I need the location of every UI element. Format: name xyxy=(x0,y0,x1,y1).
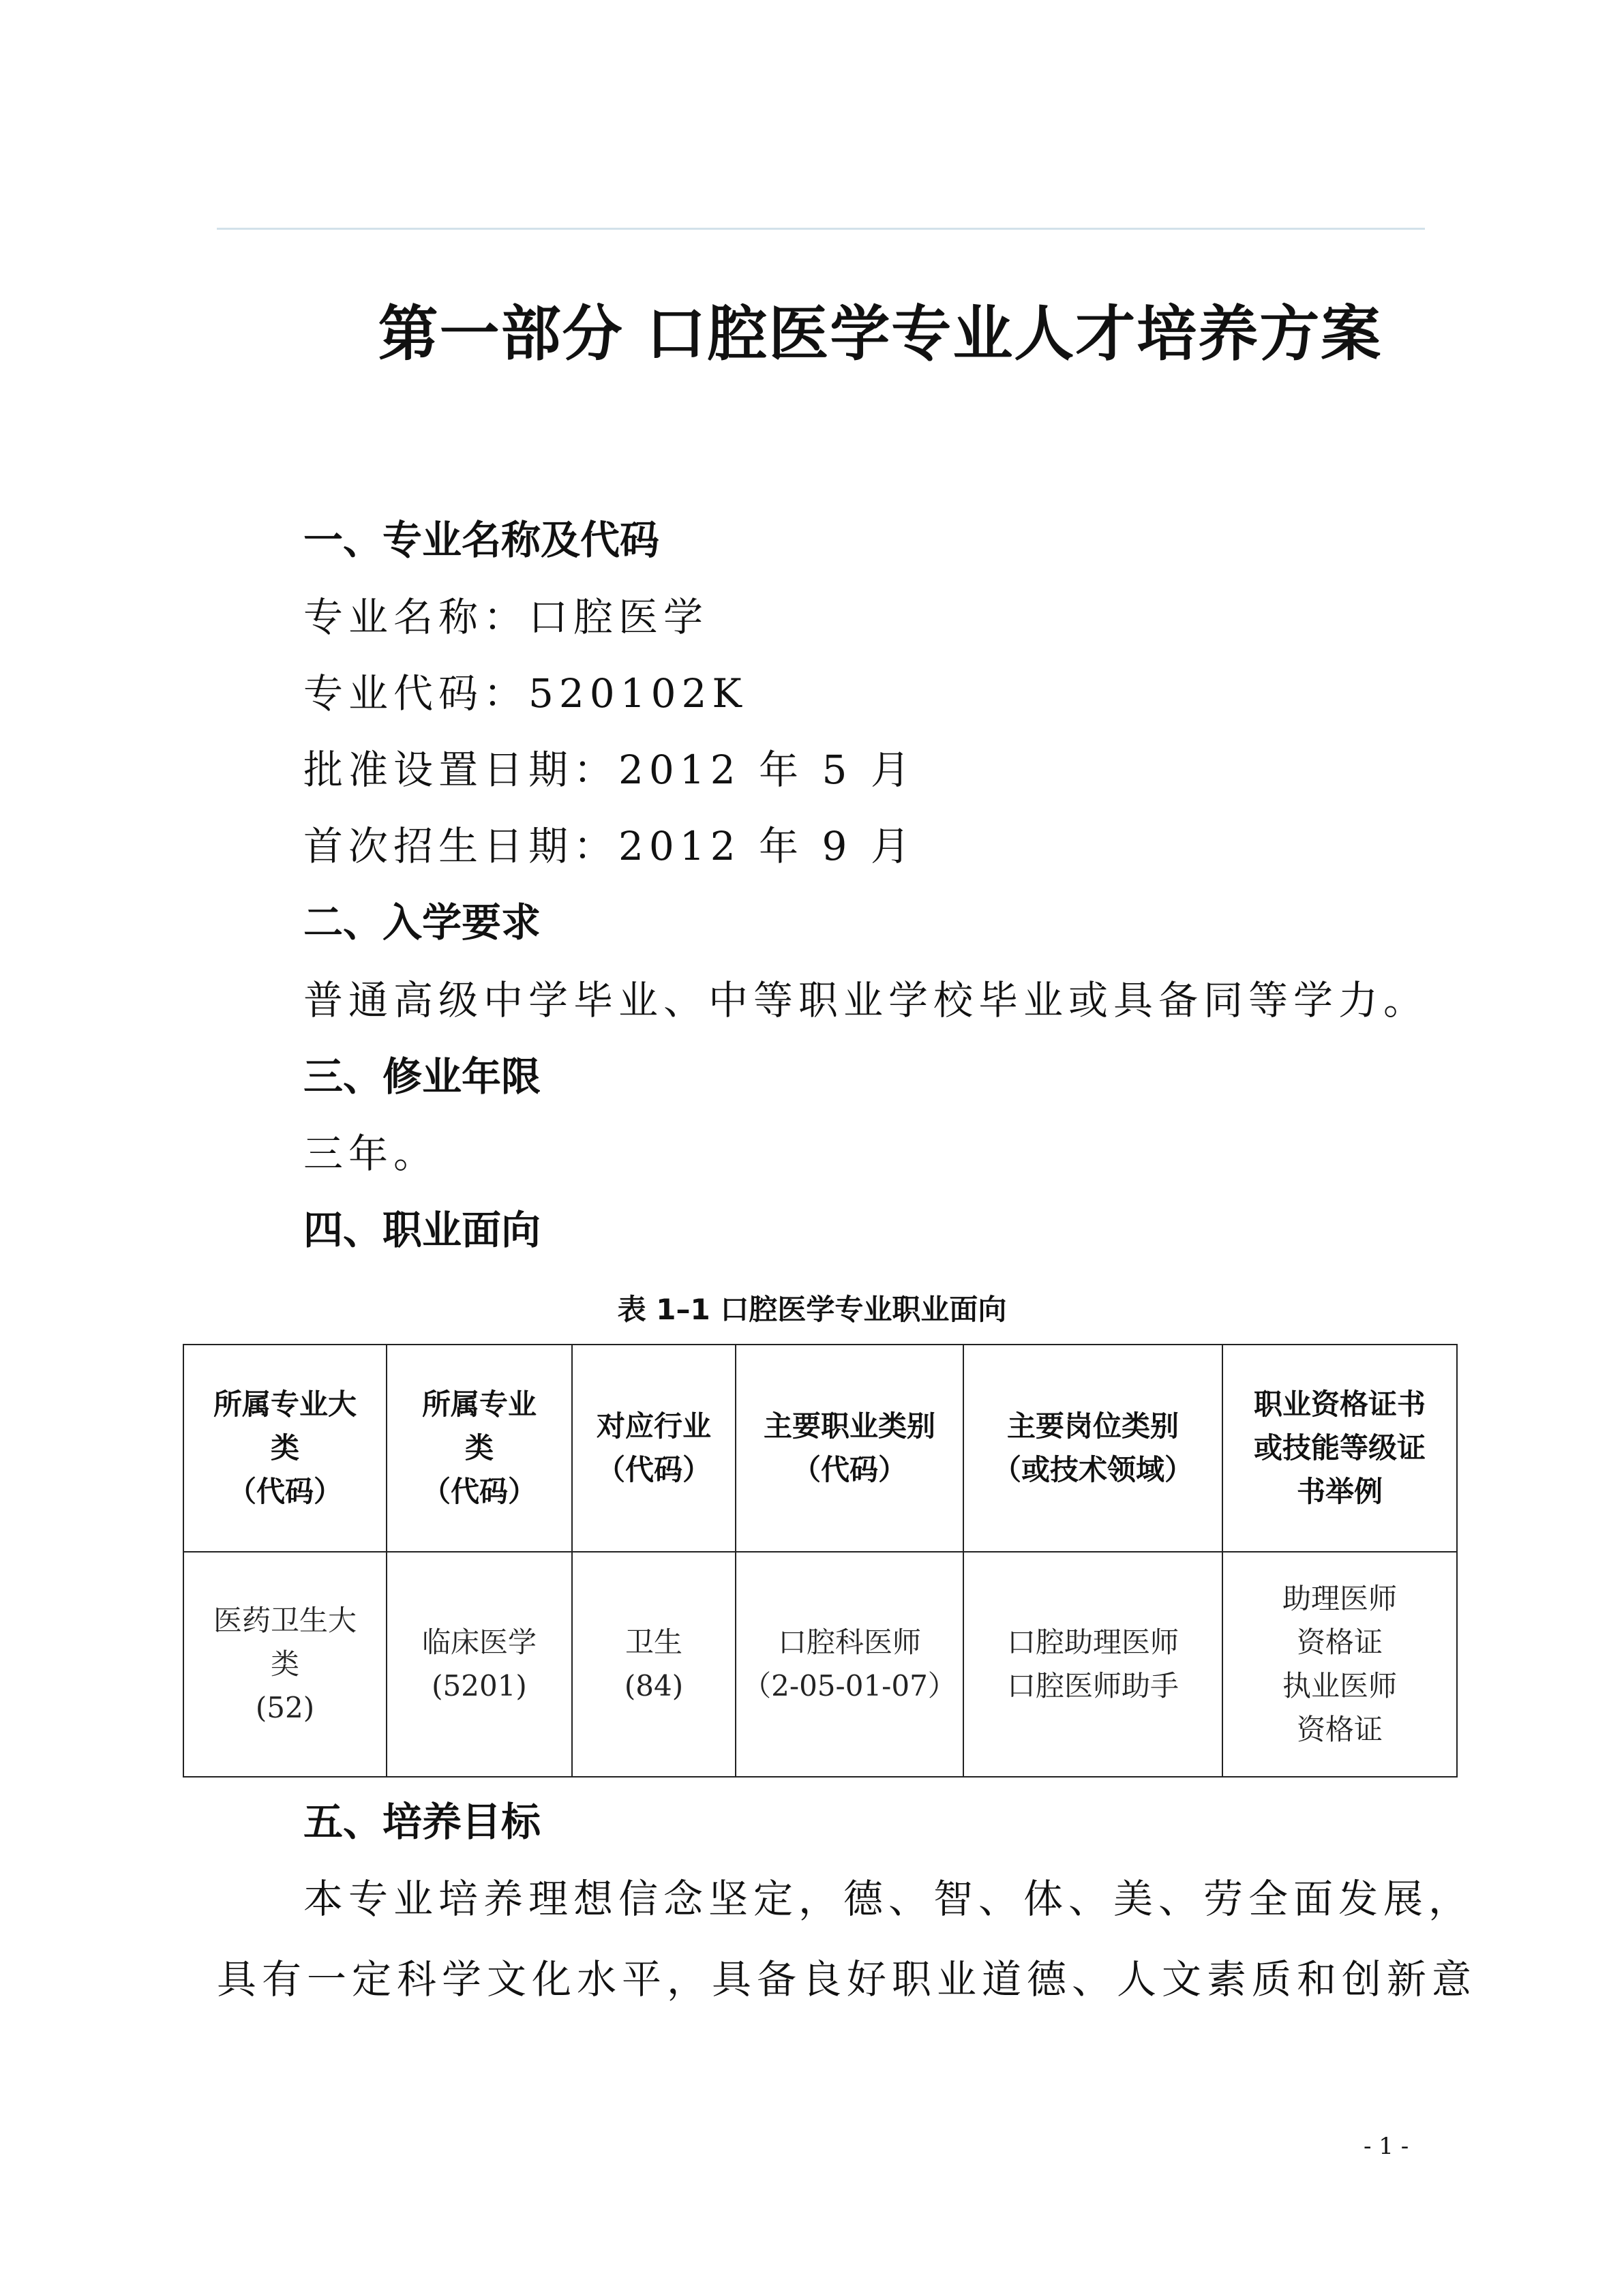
table-caption: 表 1–1 口腔医学专业职业面向 xyxy=(617,1293,1007,1326)
table-header-row xyxy=(183,1345,1457,1552)
header-cell: 所属专业大 类 （代码） xyxy=(183,1345,387,1552)
major-name: 专业名称：口腔医学 xyxy=(303,594,709,640)
table-cell: 卫生 (84) xyxy=(572,1552,736,1777)
header-cell: 主要职业类别 （代码） xyxy=(736,1345,963,1552)
page-number: - 1 - xyxy=(1364,2133,1409,2160)
table-cell: 口腔科医师 （2-05-01-07） xyxy=(736,1552,963,1777)
section-heading-4: 四、职业面向 xyxy=(303,1207,541,1253)
training-goal-line-1: 本专业培养理想信念坚定，德、智、体、美、劳全面发展， xyxy=(303,1876,1474,1922)
approval-date: 批准设置日期：2012 年 5 月 xyxy=(303,747,916,793)
header-cell: 主要岗位类别 （或技术领域） xyxy=(963,1345,1222,1552)
section-heading-5: 五、培养目标 xyxy=(303,1799,541,1845)
table-cell: 临床医学 (5201) xyxy=(387,1552,572,1777)
occupation-table xyxy=(183,1344,1458,1777)
header-cell: 职业资格证书 或技能等级证 书举例 xyxy=(1222,1345,1457,1552)
header-cell: 对应行业 （代码） xyxy=(572,1345,736,1552)
table-row xyxy=(183,1552,1457,1777)
section-heading-1: 一、专业名称及代码 xyxy=(303,517,660,563)
admission-requirement: 普通高级中学毕业、中等职业学校毕业或具备同等学力。 xyxy=(303,977,1429,1023)
study-duration: 三年。 xyxy=(303,1130,439,1177)
header-rule xyxy=(217,228,1425,230)
header-cell: 所属专业 类 （代码） xyxy=(387,1345,572,1552)
page-title: 第一部分 口腔医学专业人才培养方案 xyxy=(378,298,1383,369)
enrollment-date: 首次招生日期：2012 年 9 月 xyxy=(303,823,916,869)
major-code: 专业代码：520102K xyxy=(303,670,747,717)
section-heading-3: 三、修业年限 xyxy=(303,1053,541,1100)
table-cell: 医药卫生大 类 (52) xyxy=(183,1552,387,1777)
table-cell: 助理医师 资格证 执业医师 资格证 xyxy=(1222,1552,1457,1777)
section-heading-2: 二、入学要求 xyxy=(303,899,541,946)
table-cell: 口腔助理医师 口腔医师助手 xyxy=(963,1552,1222,1777)
training-goal-line-2: 具有一定科学文化水平，具备良好职业道德、人文素质和创新意 xyxy=(217,1956,1477,2002)
